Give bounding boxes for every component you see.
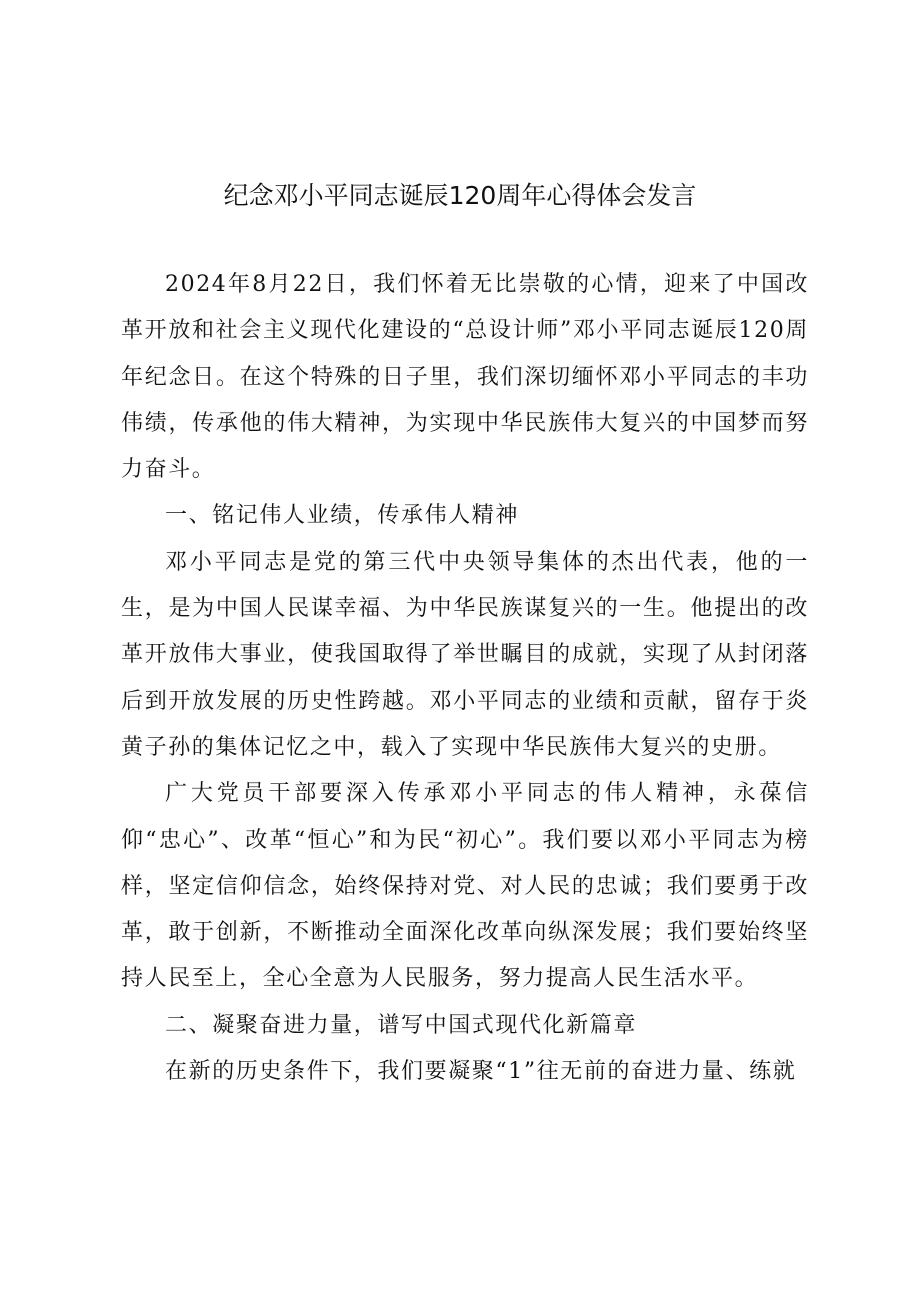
paragraph-section2-a: 在新的历史条件下，我们要凝聚“1”往无前的奋进力量、练就 xyxy=(165,1059,797,1085)
document-body xyxy=(121,262,809,1095)
section-heading-2: 二、凝聚奋进力量，谱写中国式现代化新篇章 xyxy=(165,1012,638,1038)
paragraph-section1-a: 邓小平同志是党的第三代中央领导集体的杰出代表，他的一生，是为中国人民谋幸福、为中华民族谋复兴的一生。他提出的改革开放伟大事业，使我国取得了举世瞩目的成就，实现了从封闭落后到开放发展的历史性跨越。邓小平同志的业绩和贡献，留存于炎黄子孙的集体记忆之中，载入了实现中华民族伟大复兴的史册。 xyxy=(121,549,809,760)
paragraph-section1-b: 广大党员干部要深入传承邓小平同志的伟人精神，永葆信仰“忠心”、改革“恒心”和为民“初心”。我们要以邓小平同志为榜样，坚定信仰信念，始终保持对党、对人民的忠诚；我们要勇于改革，敢于创新，不断推动全面深化改革向纵深发展；我们要始终坚持人民至上，全心全意为人民服务，努力提高人民生活水平。 xyxy=(121,781,809,992)
section-heading-1: 一、铭记伟人业绩，传承伟人精神 xyxy=(165,503,520,529)
paragraph-intro: 2024年8月22日，我们怀着无比崇敬的心情，迎来了中国改革开放和社会主义现代化建设的“总设计师”邓小平同志诞辰120周年纪念日。在这个特殊的日子里，我们深切缅怀邓小平同志的丰功伟绩，传承他的伟大精神，为实现中华民族伟大复兴的中国梦而努力奋斗。 xyxy=(121,272,809,483)
document-title: 纪念邓小平同志诞辰120周年心得体会发言 xyxy=(223,181,697,210)
